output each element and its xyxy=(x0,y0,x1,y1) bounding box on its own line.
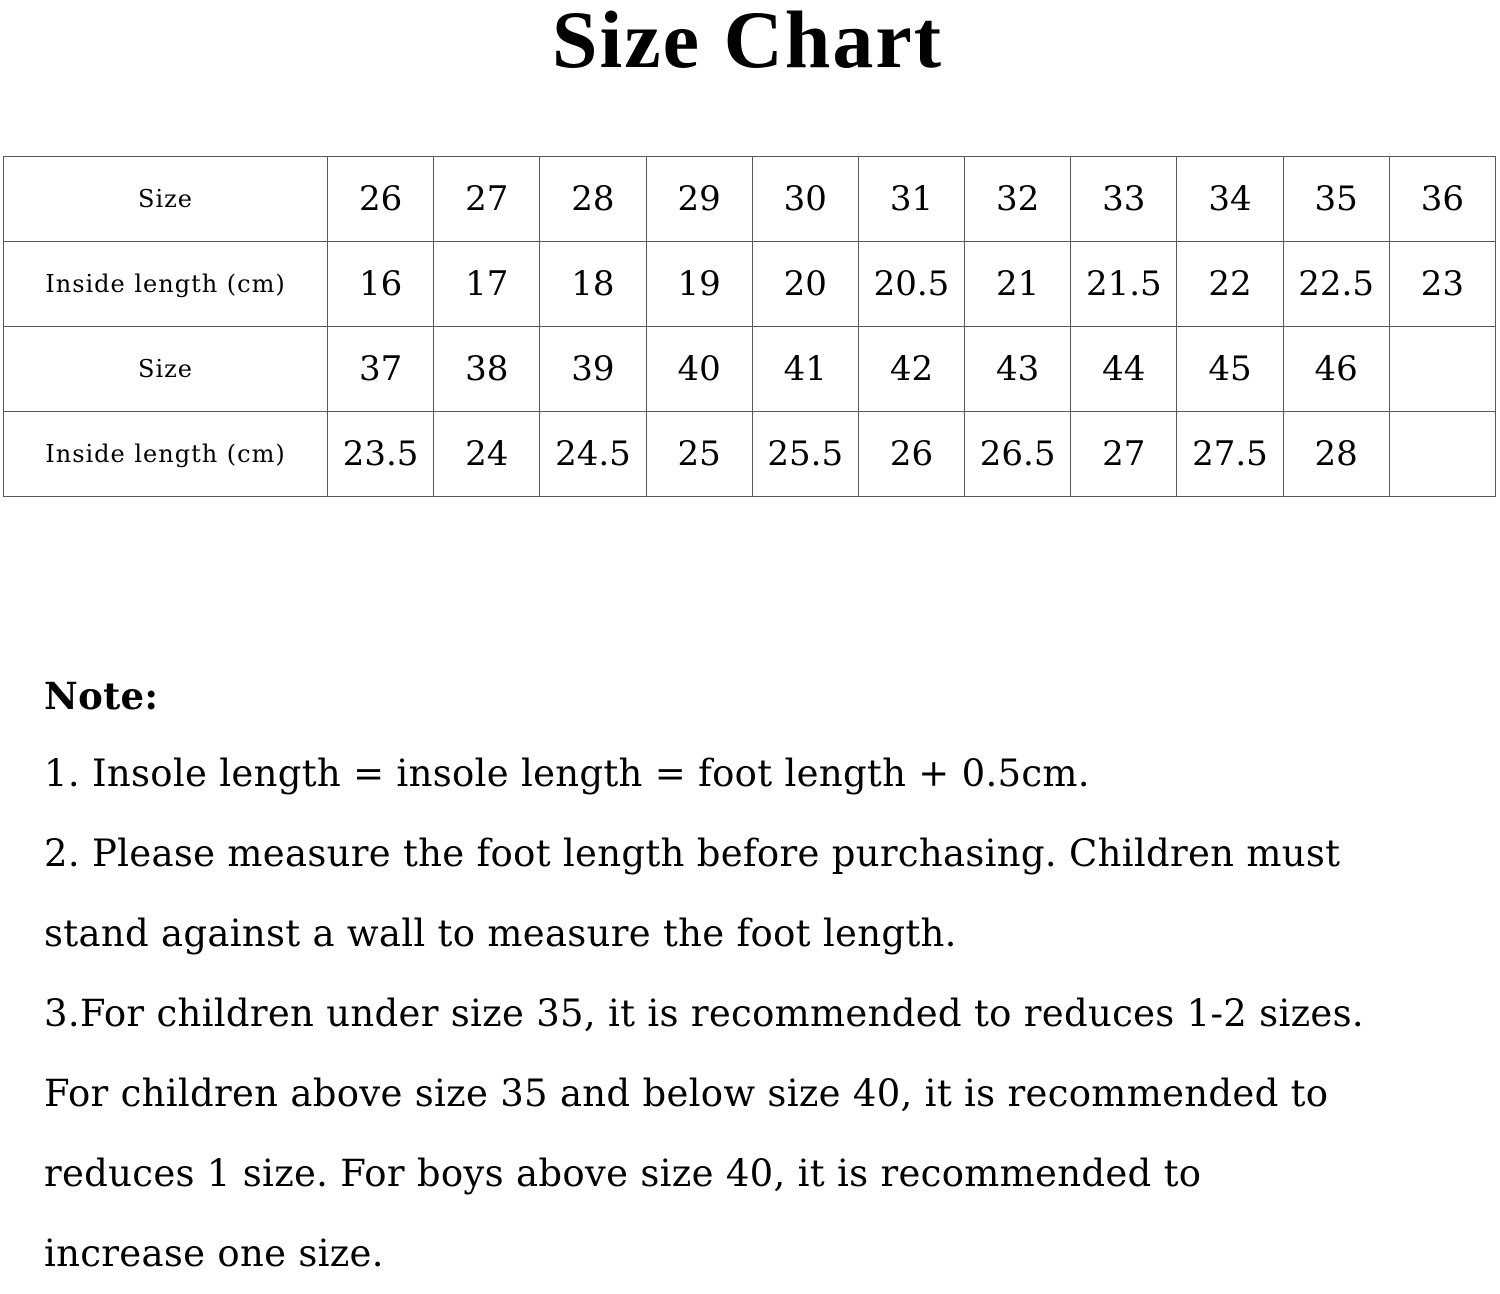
table-row xyxy=(4,242,1496,327)
table-cell: 22.5 xyxy=(1283,242,1389,327)
table-cell: 16 xyxy=(328,242,434,327)
table-cell: 42 xyxy=(858,327,964,412)
table-cell: 37 xyxy=(328,327,434,412)
table-cell: 25.5 xyxy=(752,412,858,497)
note-line: increase one size. xyxy=(44,1232,384,1275)
note-heading: Note: xyxy=(44,674,159,718)
table-cell: 44 xyxy=(1071,327,1177,412)
table-cell: 22 xyxy=(1177,242,1283,327)
table-cell: 29 xyxy=(646,157,752,242)
table-cell: 31 xyxy=(858,157,964,242)
note-line: stand against a wall to measure the foot length. xyxy=(44,912,957,955)
note-line: 1. Insole length = insole length = foot length + 0.5cm. xyxy=(44,752,1090,795)
table-cell: 26 xyxy=(328,157,434,242)
table-cell: 21 xyxy=(965,242,1071,327)
table-cell: 41 xyxy=(752,327,858,412)
row-label: Size xyxy=(4,327,328,412)
table-cell: 20.5 xyxy=(858,242,964,327)
table-cell: 18 xyxy=(540,242,646,327)
table-cell: 26.5 xyxy=(965,412,1071,497)
size-table xyxy=(3,156,1496,497)
table-cell: 35 xyxy=(1283,157,1389,242)
table-cell: 24.5 xyxy=(540,412,646,497)
table-cell: 21.5 xyxy=(1071,242,1177,327)
table-cell: 25 xyxy=(646,412,752,497)
table-cell: 43 xyxy=(965,327,1071,412)
note-line: 3.For children under size 35, it is recommended to reduces 1-2 sizes. xyxy=(44,992,1364,1035)
page-title: Size Chart xyxy=(551,0,944,85)
table-cell: 23 xyxy=(1389,242,1495,327)
table-cell: 34 xyxy=(1177,157,1283,242)
table-cell: 33 xyxy=(1071,157,1177,242)
table-row xyxy=(4,327,1496,412)
table-cell: 26 xyxy=(858,412,964,497)
table-cell: 23.5 xyxy=(328,412,434,497)
table-cell: 46 xyxy=(1283,327,1389,412)
row-label: Size xyxy=(4,157,328,242)
table-cell: 45 xyxy=(1177,327,1283,412)
table-row xyxy=(4,157,1496,242)
table-cell: 17 xyxy=(434,242,540,327)
table-cell xyxy=(1389,327,1495,412)
table-cell: 27 xyxy=(434,157,540,242)
table-cell: 30 xyxy=(752,157,858,242)
table-cell: 28 xyxy=(1283,412,1389,497)
table-cell: 27 xyxy=(1071,412,1177,497)
note-line: For children above size 35 and below size 40, it is recommended to xyxy=(44,1072,1329,1115)
note-line: reduces 1 size. For boys above size 40, it is recommended to xyxy=(44,1152,1202,1195)
table-cell: 27.5 xyxy=(1177,412,1283,497)
note-line: 2. Please measure the foot length before purchasing. Children must xyxy=(44,832,1341,875)
table-row xyxy=(4,412,1496,497)
table-cell: 39 xyxy=(540,327,646,412)
table-cell: 28 xyxy=(540,157,646,242)
table-cell xyxy=(1389,412,1495,497)
table-cell: 19 xyxy=(646,242,752,327)
table-cell: 24 xyxy=(434,412,540,497)
note-block xyxy=(44,662,1484,1294)
table-cell: 20 xyxy=(752,242,858,327)
table-cell: 32 xyxy=(965,157,1071,242)
row-label: Inside length (cm) xyxy=(4,242,328,327)
row-label: Inside length (cm) xyxy=(4,412,328,497)
table-cell: 36 xyxy=(1389,157,1495,242)
table-cell: 38 xyxy=(434,327,540,412)
table-cell: 40 xyxy=(646,327,752,412)
